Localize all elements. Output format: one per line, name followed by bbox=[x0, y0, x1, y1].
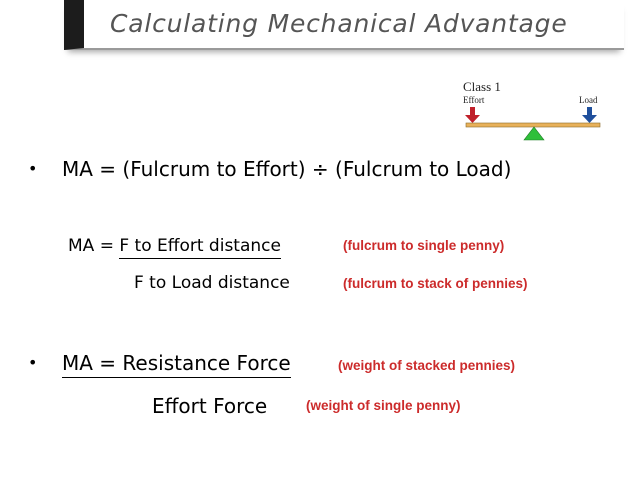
formula-2-numerator-note: (weight of stacked pennies) bbox=[338, 358, 516, 373]
formula-1-numerator-note: (fulcrum to single penny) bbox=[343, 238, 505, 253]
formula-2-denominator-note: (weight of single penny) bbox=[306, 398, 461, 413]
lever-beam bbox=[466, 123, 600, 127]
bullet-1-text: MA = (Fulcrum to Effort) ÷ (Fulcrum to Load) bbox=[62, 157, 512, 181]
formula-2-denominator: Effort Force bbox=[152, 394, 268, 418]
effort-arrow-icon bbox=[465, 107, 480, 123]
bullet-2-line bbox=[62, 350, 291, 376]
bullet-dot-icon: • bbox=[28, 353, 38, 372]
load-label: Load bbox=[579, 95, 598, 105]
lever-diagram bbox=[460, 78, 610, 148]
title-bar bbox=[64, 0, 624, 50]
bullet-1 bbox=[28, 156, 628, 182]
fulcrum-icon bbox=[524, 127, 544, 140]
formula-1-numerator-text: F to Effort distance bbox=[119, 236, 281, 259]
formula-1-denominator: F to Load distance bbox=[134, 273, 290, 293]
formula-1-numerator bbox=[68, 236, 281, 256]
effort-label: Effort bbox=[463, 95, 485, 105]
load-arrow-icon bbox=[582, 107, 597, 123]
bullet-2 bbox=[28, 350, 338, 380]
slide-title: Calculating Mechanical Advantage bbox=[110, 9, 568, 38]
lever-svg bbox=[460, 78, 610, 148]
formula-1-prefix: MA = bbox=[68, 236, 120, 256]
bullet-2-text: MA = Resistance Force bbox=[62, 351, 291, 378]
bullet-dot-icon: • bbox=[28, 159, 38, 178]
formula-1-denominator-note: (fulcrum to stack of pennies) bbox=[343, 276, 528, 291]
class-label: Class 1 bbox=[463, 79, 501, 94]
